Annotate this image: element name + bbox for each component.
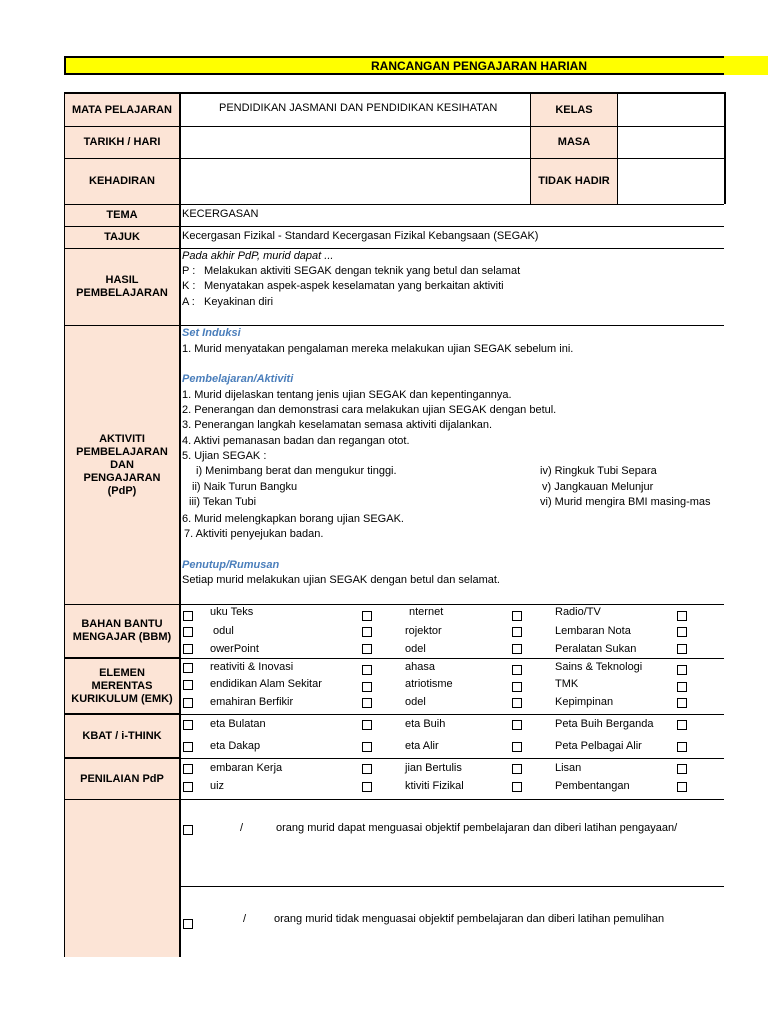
- label-bbm: BAHAN BANTU MENGAJAR (BBM): [64, 604, 180, 658]
- option-label: Sains & Teknologi: [555, 661, 643, 673]
- option-label: Lisan: [555, 762, 582, 774]
- option-label: eta Buih: [405, 718, 446, 730]
- option-label: emahiran Berfikir: [210, 696, 294, 708]
- option-label: embaran Kerja: [210, 762, 283, 774]
- refleksi-slash: /: [240, 822, 244, 834]
- checkbox-powerpoint[interactable]: [183, 644, 193, 654]
- label-kelas: KELAS: [530, 92, 618, 127]
- title-bar-extension: [724, 56, 768, 75]
- option-label: Peta Pelbagai Alir: [555, 740, 642, 752]
- option-label: TMK: [555, 678, 579, 690]
- option-label: uiz: [210, 780, 225, 792]
- refleksi-slash: /: [243, 913, 247, 925]
- segak-subitem: ii) Naik Turun Bangku: [192, 481, 298, 493]
- option-label: eta Dakap: [210, 740, 261, 752]
- segak-subitem: iii) Tekan Tubi: [189, 496, 257, 508]
- aktiviti-step: 7. Aktiviti penyejukan badan.: [184, 528, 324, 540]
- checkbox-lisan[interactable]: [512, 764, 522, 774]
- hasil-intro: Pada akhir PdP, murid dapat ...: [182, 250, 334, 262]
- option-label: owerPoint: [210, 643, 259, 655]
- checkbox-extra[interactable]: [677, 720, 687, 730]
- option-label: Radio/TV: [555, 606, 601, 618]
- checkbox-refleksi-menguasai[interactable]: [183, 825, 193, 835]
- checkbox-modul[interactable]: [183, 627, 193, 637]
- label-tarikh-hari: TARIKH / HARI: [64, 126, 180, 159]
- option-label: jian Bertulis: [405, 762, 462, 774]
- row-divider: [180, 604, 724, 605]
- refleksi-line-1: orang murid dapat menguasai objektif pembelajaran dan diberi latihan pengayaan/: [276, 822, 678, 834]
- checkbox-sains-teknologi[interactable]: [512, 665, 522, 675]
- option-label: Peta Buih Berganda: [555, 718, 654, 730]
- hasil-k-key: K :: [182, 280, 196, 292]
- row-divider: [180, 248, 724, 249]
- label-aktiviti: AKTIVITI PEMBELAJARAN DAN PENGAJARAN (PdP): [64, 325, 180, 605]
- checkbox-kemahiran-berfikir[interactable]: [183, 698, 193, 708]
- option-label: Kepimpinan: [555, 696, 614, 708]
- option-label: ktiviti Fizikal: [405, 780, 464, 792]
- aktiviti-step: 1. Murid dijelaskan tentang jenis ujian SEGAK dan kepentingannya.: [182, 389, 512, 401]
- option-label: reativiti & Inovasi: [210, 661, 294, 673]
- row-divider: [180, 714, 724, 715]
- checkbox-lembaran-kerja[interactable]: [183, 764, 193, 774]
- label-kehadiran: KEHADIRAN: [64, 158, 180, 205]
- option-label: Peralatan Sukan: [555, 643, 637, 655]
- segak-subitem: i) Menimbang berat dan mengukur tinggi.: [196, 465, 397, 477]
- checkbox-model[interactable]: [362, 698, 372, 708]
- row-divider: [180, 758, 724, 759]
- table-right-border: [724, 92, 726, 204]
- checkbox-refleksi-tidak-menguasai[interactable]: [183, 919, 193, 929]
- checkbox-ujian-bertulis[interactable]: [362, 764, 372, 774]
- label-hasil-pembelajaran: HASIL PEMBELAJARAN: [64, 248, 180, 326]
- option-label: ahasa: [405, 661, 435, 673]
- checkbox-peta-buih[interactable]: [362, 720, 372, 730]
- option-label: eta Bulatan: [210, 718, 266, 730]
- checkbox-extra[interactable]: [677, 764, 687, 774]
- checkbox-pembentangan[interactable]: [512, 782, 522, 792]
- option-label: endidikan Alam Sekitar: [210, 678, 322, 690]
- col-divider: [180, 92, 181, 957]
- label-masa: MASA: [530, 126, 618, 159]
- checkbox-tmk[interactable]: [512, 682, 522, 692]
- penutup-text: Setiap murid melakukan ujian SEGAK dengan betul dan selamat.: [182, 574, 500, 586]
- checkbox-peta-bulatan[interactable]: [183, 720, 193, 730]
- checkbox-model[interactable]: [362, 644, 372, 654]
- segak-subitem: v) Jangkauan Melunjur: [542, 481, 654, 493]
- aktiviti-step: 4. Aktivi pemanasan badan dan regangan otot.: [182, 435, 410, 447]
- checkbox-bahasa[interactable]: [362, 665, 372, 675]
- label-tema: TEMA: [64, 204, 180, 227]
- label-emk: ELEMEN MERENTAS KURIKULUM (EMK): [64, 658, 180, 714]
- checkbox-internet[interactable]: [362, 611, 372, 621]
- row-divider: [180, 799, 724, 800]
- checkbox-aktiviti-fizikal[interactable]: [362, 782, 372, 792]
- segak-subitem: vi) Murid mengira BMI masing-mas: [540, 496, 711, 508]
- aktiviti-step: 5. Ujian SEGAK :: [182, 450, 267, 462]
- aktiviti-step: 2. Penerangan dan demonstrasi cara melakukan ujian SEGAK dengan betul.: [182, 404, 557, 416]
- checkbox-extra[interactable]: [677, 611, 687, 621]
- checkbox-peta-dakap[interactable]: [183, 742, 193, 752]
- checkbox-extra[interactable]: [677, 627, 687, 637]
- label-penilaian: PENILAIAN PdP: [64, 758, 180, 800]
- refleksi-line-2: orang murid tidak menguasai objektif pembelajaran dan diberi latihan pemulihan: [274, 913, 665, 925]
- checkbox-peta-pelbagai-alir[interactable]: [512, 742, 522, 752]
- value-mata-pelajaran: PENDIDIKAN JASMANI DAN PENDIDIKAN KESIHATAN: [219, 102, 498, 114]
- checkbox-kreativiti[interactable]: [183, 663, 193, 673]
- option-label: atriotisme: [405, 678, 453, 690]
- checkbox-extra[interactable]: [677, 644, 687, 654]
- hasil-k: Menyatakan aspek-aspek keselamatan yang berkaitan aktiviti: [204, 280, 504, 292]
- heading-pembelajaran: Pembelajaran/Aktiviti: [182, 373, 294, 385]
- row-divider: [180, 886, 724, 887]
- option-label: Lembaran Nota: [555, 625, 631, 637]
- option-label: nternet: [409, 606, 444, 618]
- checkbox-extra[interactable]: [677, 782, 687, 792]
- segak-subitem: iv) Ringkuk Tubi Separa: [540, 465, 657, 477]
- checkbox-lembaran-nota[interactable]: [512, 627, 522, 637]
- checkbox-patriotisme[interactable]: [362, 682, 372, 692]
- aktiviti-step: 3. Penerangan langkah keselamatan semasa aktiviti dijalankan.: [182, 419, 493, 431]
- checkbox-buku-teks[interactable]: [183, 611, 193, 621]
- label-mata-pelajaran: MATA PELAJARAN: [64, 92, 180, 127]
- checkbox-extra[interactable]: [677, 665, 687, 675]
- option-label: odel: [405, 643, 426, 655]
- heading-set-induksi: Set Induksi: [182, 327, 241, 339]
- hasil-a-key: A :: [182, 296, 195, 308]
- row-divider: [180, 658, 724, 659]
- option-label: odul: [213, 625, 234, 637]
- checkbox-kepimpinan[interactable]: [512, 698, 522, 708]
- checkbox-extra[interactable]: [677, 698, 687, 708]
- checkbox-extra[interactable]: [677, 742, 687, 752]
- label-tidak-hadir: TIDAK HADIR: [530, 158, 618, 205]
- aktiviti-step: 6. Murid melengkapkan borang ujian SEGAK.: [182, 513, 404, 525]
- checkbox-radio-tv[interactable]: [512, 611, 522, 621]
- checkbox-extra[interactable]: [677, 682, 687, 692]
- value-tema: KECERGASAN: [182, 208, 259, 220]
- title-bar: [64, 56, 768, 75]
- checkbox-kuiz[interactable]: [183, 782, 193, 792]
- option-label: odel: [405, 696, 426, 708]
- label-tajuk: TAJUK: [64, 226, 180, 249]
- checkbox-alam-sekitar[interactable]: [183, 680, 193, 690]
- label-kbat: KBAT / i-THINK: [64, 714, 180, 758]
- hasil-p-key: P :: [182, 265, 196, 277]
- row-divider: [180, 226, 724, 227]
- hasil-p: Melakukan aktiviti SEGAK dengan teknik yang betul dan selamat: [204, 265, 521, 277]
- option-label: rojektor: [405, 625, 442, 637]
- checkbox-projektor[interactable]: [362, 627, 372, 637]
- checkbox-peralatan-sukan[interactable]: [512, 644, 522, 654]
- induksi-item: 1. Murid menyatakan pengalaman mereka melakukan ujian SEGAK sebelum ini.: [182, 343, 574, 355]
- row-divider: [180, 325, 724, 326]
- option-label: Pembentangan: [555, 780, 630, 792]
- checkbox-peta-buih-berganda[interactable]: [512, 720, 522, 730]
- checkbox-peta-alir[interactable]: [362, 742, 372, 752]
- label-refleksi: [64, 799, 180, 957]
- option-label: uku Teks: [210, 606, 254, 618]
- hasil-a: Keyakinan diri: [204, 296, 274, 308]
- page-title: RANCANGAN PENGAJARAN HARIAN: [371, 59, 588, 73]
- heading-penutup: Penutup/Rumusan: [182, 559, 280, 571]
- option-label: eta Alir: [405, 740, 439, 752]
- value-tajuk: Kecergasan Fizikal - Standard Kecergasan Fizikal Kebangsaan (SEGAK): [182, 230, 539, 242]
